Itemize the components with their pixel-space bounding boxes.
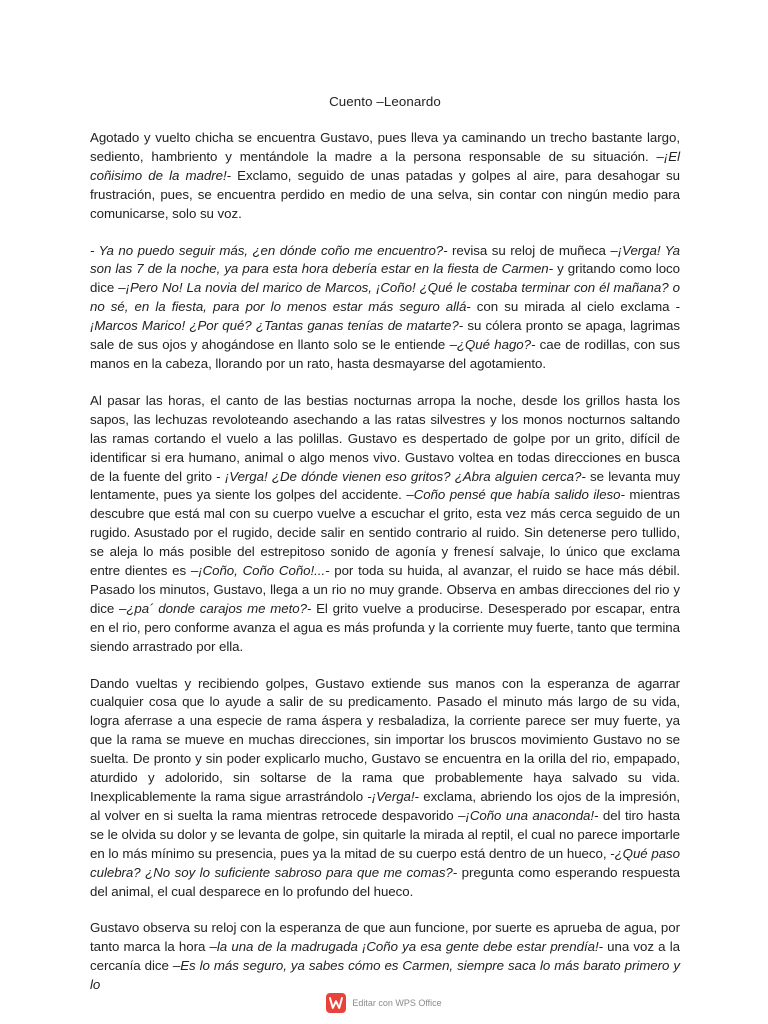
document-page [90,94,680,1013]
dialogue-text: ¡Verga! ¿De dónde vienen eso gritos? ¿Abra alguien cerca?- [224,468,586,484]
dialogue-text: ¡Marcos Marico! ¿Por qué? ¿Tantas ganas tenías de matarte?- [90,318,464,334]
narrative-text: del tiro hasta se le olvida su dolor y se levanta de golpe, sin quitarle la mirada al reptil, el cual no parece importarle en lo más mínimo su presencia, pues ya la mitad de su cuerpo está dentro de un hueco, - [90,807,681,861]
narrative-text: El grito vuelve a producirse. Desesperado por escapar, entra en el rio, pero conforme avanza el agua es más profunda y la corriente muy fuerte, tanto que termina siendo arrastrado por ella. [90,600,680,654]
narrative-text: mientras descubre que está mal con su cuerpo vuelve a escuchar el grito, esta vez más cerca seguido de un rugido. Asustado por el rugido, decide salir en sentido contrario al ruido. Sin detenerse pero tullido, se aleja lo más posible del estrepitoso sonido de agonía y frenesí salvaje, lo único que exclama entre dientes es – [90,487,680,579]
dialogue-text: ¡Coño, Coño Coño!...- [198,563,330,579]
narrative-text: Exclamo, seguido de unas patadas y golpes al aire, para desahogar su frustración, pues, se encuentra perdido en medio de una selva, sin contar con ningún medio para comunicarse, solo su voz. [90,167,680,221]
dialogue-text: –Coño pensé que había salido ileso- [406,487,625,503]
dialogue-text: ¡Pero No! La novia del marico de Marcos, ¡Coño! ¿Qué le costaba terminar con él mañana? o no sé, en la fiesta, para por lo menos estar más seguro allá- [90,280,680,315]
dialogue-text: ¿Qué hago?- [456,337,536,353]
wps-office-logo-icon [326,993,346,1013]
wps-footer[interactable] [0,993,768,1013]
paragraph [90,129,680,224]
dialogue-text: ¡Verga!- [371,789,419,804]
narrative-text: Gustavo observa su reloj con la esperanza de que aun funcione, por suerte es aprueba de agua, por tanto marca la hora [90,920,680,955]
document-title: Cuento –Leonardo [329,94,441,109]
narrative-text: revisa su reloj de muñeca – [447,242,618,258]
narrative-text: se levanta muy lentamente, pues ya siente los golpes del accidente. [90,468,680,503]
paragraph [90,675,680,902]
dialogue-text: ¡Coño una anaconda!- [465,807,599,823]
document-body [90,129,680,995]
narrative-text: Agotado y vuelto chicha se encuentra Gustavo, pues lleva ya caminando un trecho bastante largo, sediento, hambriento y mentándole la madre a la persona responsable de su situación. – [90,130,680,164]
narrative-text: pregunta como esperando respuesta del animal, el cual desparece en lo profundo del hueco. [90,864,680,899]
narrative-text: Al pasar las horas, el canto de las bestias nocturnas arropa la noche, desde los grillos hasta los sapos, las lechuzas revoloteando asechando a las ratas silvestres y los monos nocturnos saltando las ramas cortando el vuelo a las polillas. Gustavo es despertado de golpe por un grito, difícil de identificar si era humano, animal o algo menos vivo. Gustavo voltea en todas direcciones en busca de la fuente del grito - [90,392,680,484]
dialogue-text: ¡Verga! Ya son las 7 de la noche, ya para esta hora debería estar en la fiesta de Carmen- [90,242,680,277]
dialogue-text: ¡El coñisimo de la madre!- [90,148,680,183]
dialogue-text: –la una de la madrugada ¡Coño ya esa gente debe estar prendía!- [209,939,603,955]
narrative-text: una voz a la cercanía dice [90,939,680,974]
narrative-text: su cólera pronto se apaga, lagrimas sale de sus ojos y ahogándose en llanto solo se le entiende – [90,318,680,353]
dialogue-text: ¿pa´ donde carajos me meto?- [126,600,312,616]
narrative-text: Dando vueltas y recibiendo golpes, Gustavo extiende sus manos con la esperanza de agarrar cualquier cosa que lo ayude a salir de su predicamento. Pasado el minuto más largo de su vida, logra aferrase a una especie de rama áspera y resbaladiza, la corriente parece ser muy fuerte, ya que la rama se mueve en muchas direcciones, sin importar los bruscos movimiento Gustavo no se suelta. De pronto y sin poder explicarlo mucho, Gustavo se encuentra en la orilla del rio, empapado, aturdido y adolorido, sin soltarse de la rama que probablemente haya salvado su vida. Inexplicablemente la rama sigue arrastrándolo - [90,675,680,804]
narrative-text: por toda su huida, al avanzar, el ruido se hace más débil. Pasado los minutos, Gustavo, llega a un rio no muy grande. Observa en ambas direcciones del rio y dice – [90,563,681,616]
narrative-text: cae de rodillas, con sus manos en la cabeza, llorando por un rato, hasta desmayarse del agotamiento. [90,337,680,371]
dialogue-text: ¿Qué paso culebra? ¿No soy lo suficiente sabroso para que me comas?- [90,845,680,880]
paragraph [90,392,680,657]
narrative-text: exclama, abriendo los ojos de la impresión, al volver en si suelta la rama mientras retrocede despavorido – [90,789,680,823]
paragraph [90,242,680,374]
narrative-text: con su mirada al cielo exclama - [470,299,680,315]
dialogue-text: - Ya no puedo seguir más, ¿en dónde coño me encuentro?- [90,242,448,258]
narrative-text: y gritando como loco dice – [90,261,680,296]
dialogue-text: –Es lo más seguro, ya sabes cómo es Carmen, siempre saca lo más barato primero y lo [90,958,680,993]
wps-footer-text: Editar con WPS Office [352,998,442,1008]
paragraph [90,919,680,995]
